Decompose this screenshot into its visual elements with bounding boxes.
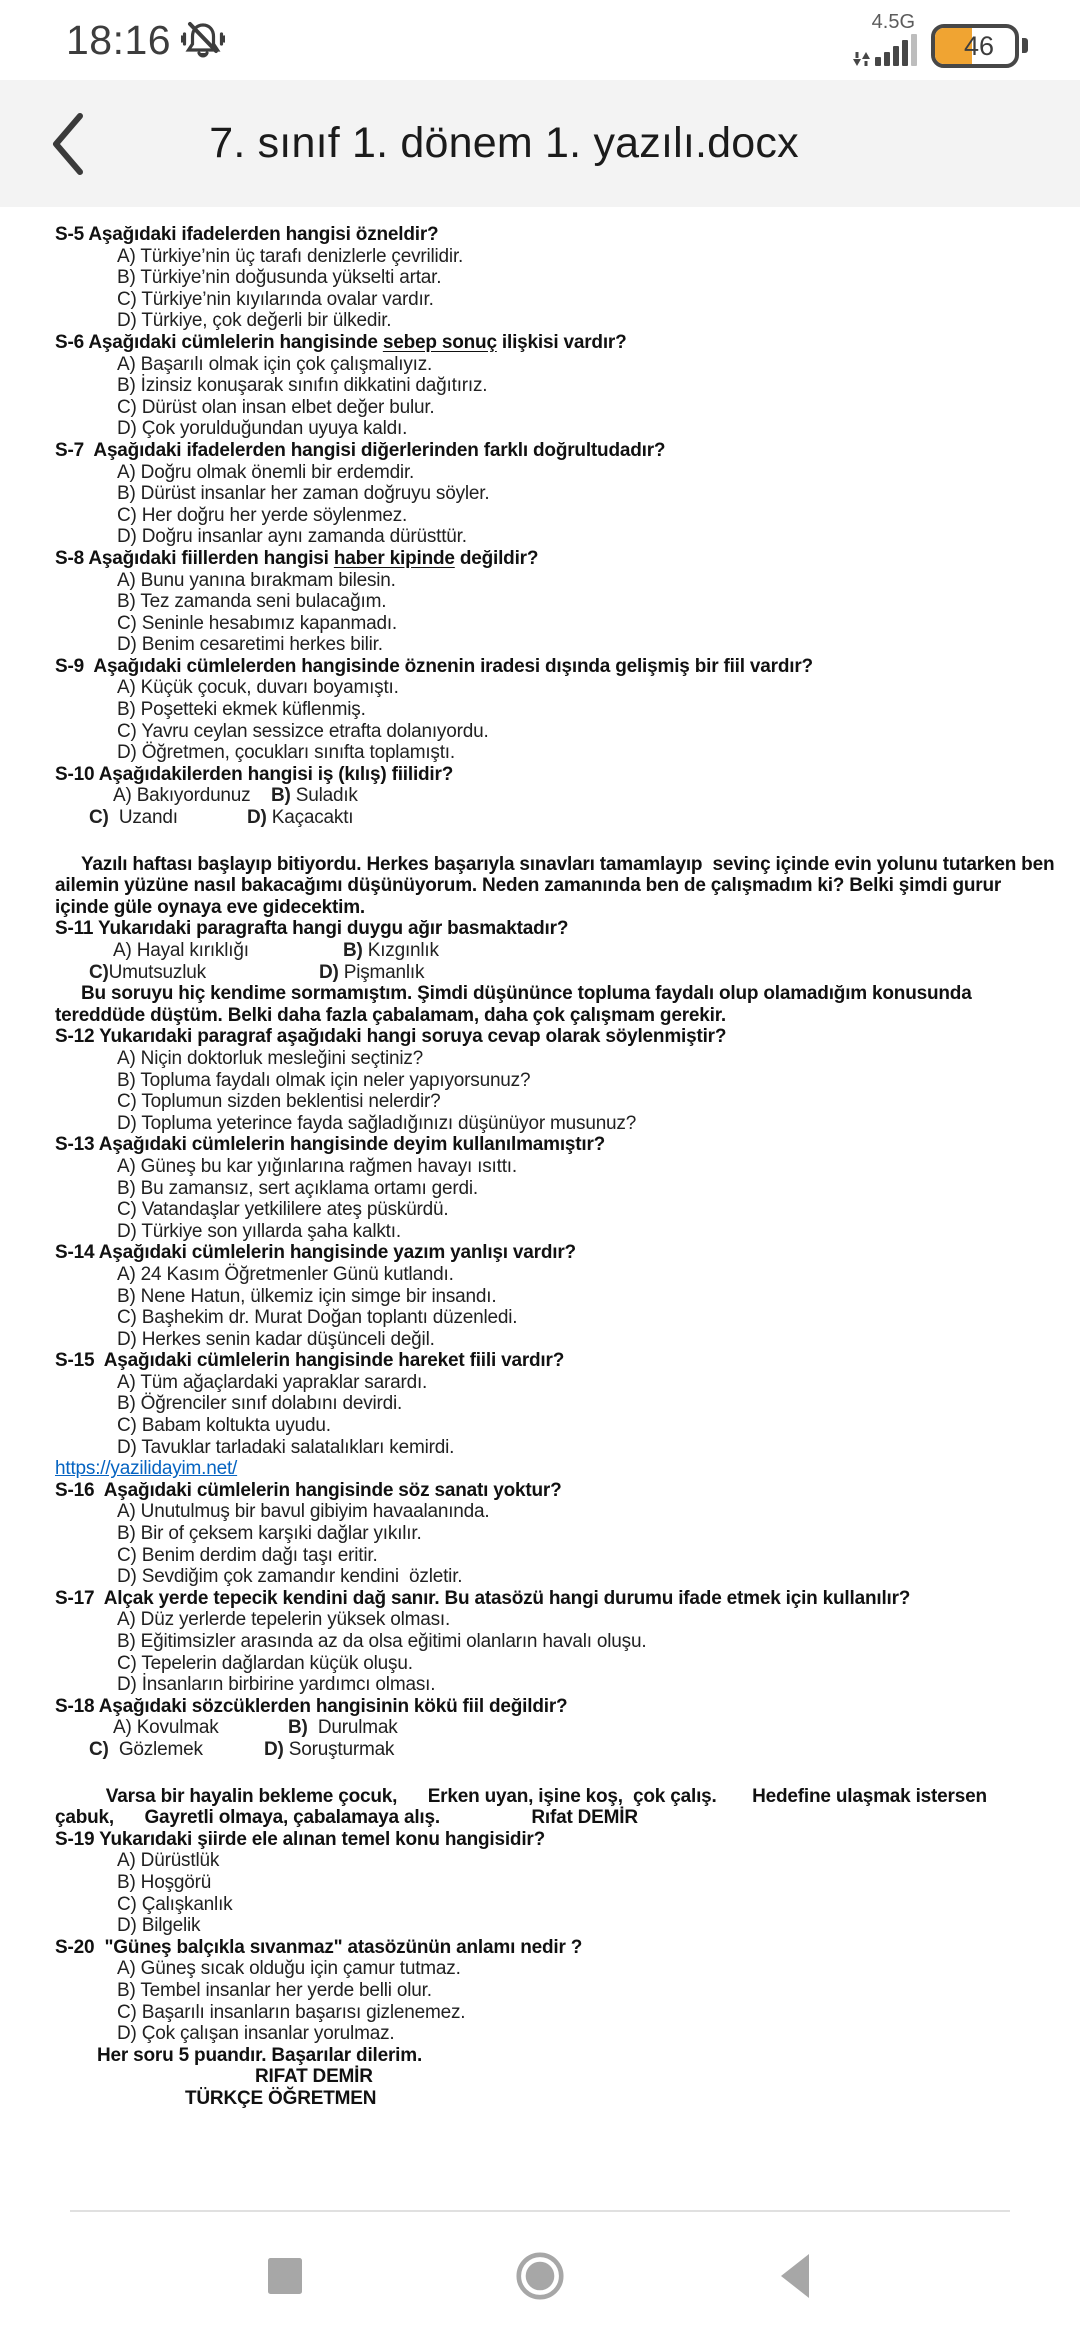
question-heading: S-18 Aşağıdaki sözcüklerden hangisinin kökü fiil değildir?: [55, 1695, 568, 1717]
answer-option: A) 24 Kasım Öğretmenler Günü kutlandı.: [117, 1263, 454, 1285]
answer-option: B) Dürüst insanlar her zaman doğruyu söyler.: [117, 483, 490, 505]
options-row: [89, 807, 1056, 829]
question-heading: S-8 Aşağıdaki fiillerden hangisi haber kipinde değildir?: [55, 547, 539, 569]
answer-option: A) Düz yerlerde tepelerin yüksek olması.: [117, 1609, 451, 1631]
network-type-label: 4.5G: [871, 11, 915, 33]
answer-option: B) Poşetteki ekmek küflenmiş.: [117, 699, 366, 721]
question-heading: S-13 Aşağıdaki cümlelerin hangisinde deyim kullanılmamıştır?: [55, 1134, 606, 1156]
answer-option: B) Türkiye’nin doğusunda yükselti artar.: [117, 267, 442, 289]
question-heading: S-9 Aşağıdaki cümlelerden hangisinde öznenin iradesi dışında gelişmiş bir fiil vardır?: [55, 655, 813, 677]
answer-option: C) Yavru ceylan sessizce etrafta dolanıyordu.: [117, 720, 489, 742]
question-heading: S-10 Aşağıdakilerden hangisi iş (kılış) fiilidir?: [55, 763, 454, 785]
answer-option: D) Türkiye son yıllarda şaha kalktı.: [117, 1220, 401, 1242]
answer-option: C) Tepelerin dağlardan küçük oluşu.: [117, 1652, 413, 1674]
options-grid: [89, 1717, 1056, 1760]
options-row: [113, 1717, 1056, 1739]
answer-option: A) Hayal kırıklığı: [113, 940, 249, 961]
answer-option: D) Çok çalışan insanlar yorulmaz.: [117, 2023, 395, 2045]
answer-option: C) Başarılı insanların başarısı gizlenemez.: [117, 2001, 466, 2023]
question-block: [55, 1829, 1056, 1937]
answer-option: B) Öğrenciler sınıf dolabını devirdi.: [117, 1393, 403, 1415]
answer-option: C) Vatandaşlar yetkililere ateş püskürdü.: [117, 1199, 449, 1221]
answer-option: C) Her doğru her yerde söylenmez.: [117, 504, 408, 526]
document-body[interactable]: [0, 207, 1080, 2209]
question-block: [55, 1480, 1056, 1588]
back-nav-button[interactable]: [771, 2252, 819, 2300]
question-block: [55, 764, 1056, 829]
answer-option: B) Nene Hatun, ülkemiz için simge bir insandı.: [117, 1285, 497, 1307]
answer-option: D) Pişmanlık: [319, 961, 425, 983]
answer-option: A) Doğru olmak önemli bir erdemdir.: [117, 461, 415, 483]
question-block: [55, 1134, 1056, 1242]
question-heading: S-19 Yukarıdaki şiirde ele alınan temel konu hangisidir?: [55, 1828, 546, 1850]
question-heading: S-16 Aşağıdaki cümlelerin hangisinde söz sanatı yoktur?: [55, 1479, 562, 1501]
answer-option: D) Çok yorulduğundan uyuya kaldı.: [117, 418, 408, 440]
answer-option: B) Durulmak: [288, 1717, 398, 1739]
poem-passage: [55, 1786, 1056, 1829]
answer-option: B) Topluma faydalı olmak için neler yapıyorsunuz?: [117, 1069, 531, 1091]
answer-option: C) Gözlemek: [89, 1738, 203, 1760]
options-grid: [89, 940, 1056, 983]
spacer: [55, 1761, 1056, 1786]
battery-percent: 46: [963, 30, 995, 61]
answer-option: D) Öğretmen, çocukları sınıfta toplamıştı.: [117, 742, 455, 764]
question-block: [55, 440, 1056, 548]
options-row: [89, 962, 1056, 984]
question-block: [55, 1242, 1056, 1350]
answer-option: C) Toplumun sizden beklentisi nelerdir?: [117, 1091, 441, 1113]
answer-option: B) Bu zamansız, sert açıklama ortamı gerdi.: [117, 1177, 478, 1199]
reading-passage: Yazılı haftası başlayıp bitiyordu. Herkes başarıyla sınavları tamamlayıp sevinç içinde evin yolunu tutarken ben ailemin yüzüne nasıl bakacağımı düşünüyorum. Neden zamanında ben de çalışmadım ki? Belki şimdi gurur içinde güle oynaya eve gidecektim.: [55, 853, 1060, 918]
mobile-network-indicator: [853, 12, 917, 66]
signal-bars-icon: [875, 34, 917, 66]
answer-option: A) Kovulmak: [113, 1717, 219, 1739]
answer-option: B) Bir of çeksem karşıki dağlar yıkılır.: [117, 1523, 422, 1545]
answer-option: D) İnsanların birbirine yardımcı olması.: [117, 1674, 436, 1696]
status-bar: [0, 0, 1080, 80]
answer-option: D) Topluma yeterince fayda sağladığınızı düşünüyor musunuz?: [117, 1112, 637, 1134]
answer-option: A) Güneş bu kar yığınlarına rağmen havayı ısıttı.: [117, 1155, 517, 1177]
answer-option: C) Başhekim dr. Murat Doğan toplantı düzenledi.: [117, 1307, 518, 1329]
answer-option: C)Umutsuzluk: [89, 961, 206, 983]
question-block: [55, 332, 1056, 440]
answer-option: B) İzinsiz konuşarak sınıfın dikkatini dağıtırız.: [117, 375, 488, 397]
answer-option: C) Dürüst olan insan elbet değer bulur.: [117, 396, 435, 418]
home-button[interactable]: [516, 2252, 564, 2300]
answer-option: D) Bilgelik: [117, 1915, 201, 1937]
answer-option: B) Tez zamanda seni bulacağım.: [117, 591, 387, 613]
battery-nub: [1022, 38, 1028, 53]
question-heading: S-11 Yukarıdaki paragrafta hangi duygu ağır basmaktadır?: [55, 918, 569, 940]
question-block: [55, 1350, 1056, 1458]
answer-option: A) Bakıyordunuz: [113, 785, 251, 807]
data-arrows-icon: [853, 48, 871, 66]
question-heading: S-12 Yukarıdaki paragraf aşağıdaki hangi soruya cevap olarak söylenmiştir?: [55, 1026, 727, 1048]
options-row: [113, 785, 1056, 807]
poem-line: çabuk, Gayretli olmaya, çabalamaya alış. Rıfat DEMİR: [55, 1807, 638, 1829]
answer-option: D) Sevdiğim çok zamandır kendini özletir.: [117, 1566, 463, 1588]
answer-option: A) Unutulmuş bir bavul gibiyim havaalanında.: [117, 1501, 490, 1523]
answer-option: D) Herkes senin kadar düşünceli değil.: [117, 1328, 435, 1350]
options-grid: [89, 785, 1056, 829]
answer-option: A) Türkiye’nin üç tarafı denizlerle çevrilidir.: [117, 245, 464, 267]
answer-option: D) Benim cesaretimi herkes bilir.: [117, 634, 383, 656]
question-block: [55, 656, 1056, 764]
question-block: [55, 548, 1056, 656]
answer-option: A) Niçin doktorluk mesleğini seçtiniz?: [117, 1047, 424, 1069]
answer-option: B) Suladık: [271, 785, 358, 807]
answer-option: D) Soruşturmak: [264, 1738, 395, 1760]
page-title: 7. sınıf 1. dönem 1. yazılı.docx: [209, 119, 799, 167]
clock: 18:16: [66, 16, 172, 63]
question-heading: S-5 Aşağıdaki ifadelerden hangisi özneldir?: [55, 224, 439, 245]
answer-option: C) Seninle hesabımız kapanmadı.: [117, 612, 398, 634]
answer-option: B) Tembel insanlar her yerde belli olur.: [117, 1979, 432, 2001]
poem-line: Varsa bir hayalin bekleme çocuk, Erken uyan, işine koş, çok çalış. Hedefine ulaşmak istersen: [55, 1785, 987, 1807]
options-row: [113, 940, 1056, 962]
answer-option: C) Benim derdim dağı taşı eritir.: [117, 1544, 378, 1566]
options-row: [89, 1739, 1056, 1761]
score-note: Her soru 5 puandır. Başarılar dilerim.: [97, 2044, 423, 2066]
document-header: [0, 80, 1080, 207]
question-block: [55, 1588, 1056, 1696]
recents-button[interactable]: [261, 2252, 309, 2300]
question-block: [55, 1026, 1056, 1134]
question-heading: S-6 Aşağıdaki cümlelerin hangisinde sebep sonuç ilişkisi vardır?: [55, 331, 627, 353]
question-block: [55, 918, 1056, 983]
answer-option: B) Eğitimsizler arasında az da olsa eğitimi olanların havalı oluşu.: [117, 1631, 647, 1652]
answer-option: A) Tüm ağaçlardaki yapraklar sarardı.: [117, 1371, 428, 1393]
answer-option: B) Kızgınlık: [343, 940, 439, 961]
answer-option: C) Babam koltukta uyudu.: [117, 1415, 331, 1437]
answer-option: A) Bunu yanına bırakmam bilesin.: [117, 569, 396, 591]
answer-option: A) Küçük çocuk, duvarı boyamıştı.: [117, 677, 399, 699]
question-block: [55, 224, 1056, 332]
question-heading: S-14 Aşağıdaki cümlelerin hangisinde yazım yanlışı vardır?: [55, 1242, 576, 1264]
answer-option: B) Hoşgörü: [117, 1871, 212, 1893]
question-heading: S-20 "Güneş balçıkla sıvanmaz" atasözünün anlamı nedir ?: [55, 1936, 583, 1958]
spacer: [55, 829, 1056, 854]
question-heading: S-17 Alçak yerde tepecik kendini dağ sanır. Bu atasözü hangi durumu ifade etmek için kullanılır?: [55, 1587, 911, 1609]
answer-option: C) Uzandı: [89, 807, 178, 829]
answer-option: C) Çalışkanlık: [117, 1893, 233, 1915]
navigation-bar: [0, 2212, 1080, 2340]
answer-option: A) Dürüstlük: [117, 1850, 220, 1872]
answer-option: C) Türkiye’nin kıyılarında ovalar vardır.: [117, 288, 434, 310]
answer-option: D) Doğru insanlar aynı zamanda dürüsttür.: [117, 526, 467, 548]
back-button[interactable]: [48, 110, 90, 178]
teacher-name: RIFAT DEMİR: [255, 2066, 373, 2088]
answer-option: D) Türkiye, çok değerli bir ülkedir.: [117, 310, 392, 332]
question-heading: S-7 Aşağıdaki ifadelerden hangisi diğerlerinden farklı doğrultudadır?: [55, 439, 666, 461]
document-link[interactable]: https://yazilidayim.net/: [55, 1458, 238, 1480]
answer-option: A) Başarılı olmak için çok çalışmalıyız.: [117, 353, 433, 375]
reading-passage: Bu soruyu hiç kendime sormamıştım. Şimdi düşününce topluma faydalı olup olamadığım konusunda tereddüde düştüm. Belki daha fazla çabalamam, daha çok çalışmam gerekir.: [55, 983, 977, 1026]
teacher-title: TÜRKÇE ÖĞRETMEN: [185, 2087, 377, 2109]
question-block: [55, 1937, 1056, 2045]
answer-option: D) Tavuklar tarladaki salatalıkları kemirdi.: [117, 1436, 455, 1458]
answer-option: A) Güneş sıcak olduğu için çamur tutmaz.: [117, 1958, 461, 1980]
battery-indicator: [931, 24, 1019, 68]
question-block: [55, 1696, 1056, 1761]
mute-bell-icon: [181, 17, 225, 63]
question-heading: S-15 Aşağıdaki cümlelerin hangisinde hareket fiili vardır?: [55, 1350, 565, 1372]
answer-option: D) Kaçacaktı: [247, 807, 354, 829]
